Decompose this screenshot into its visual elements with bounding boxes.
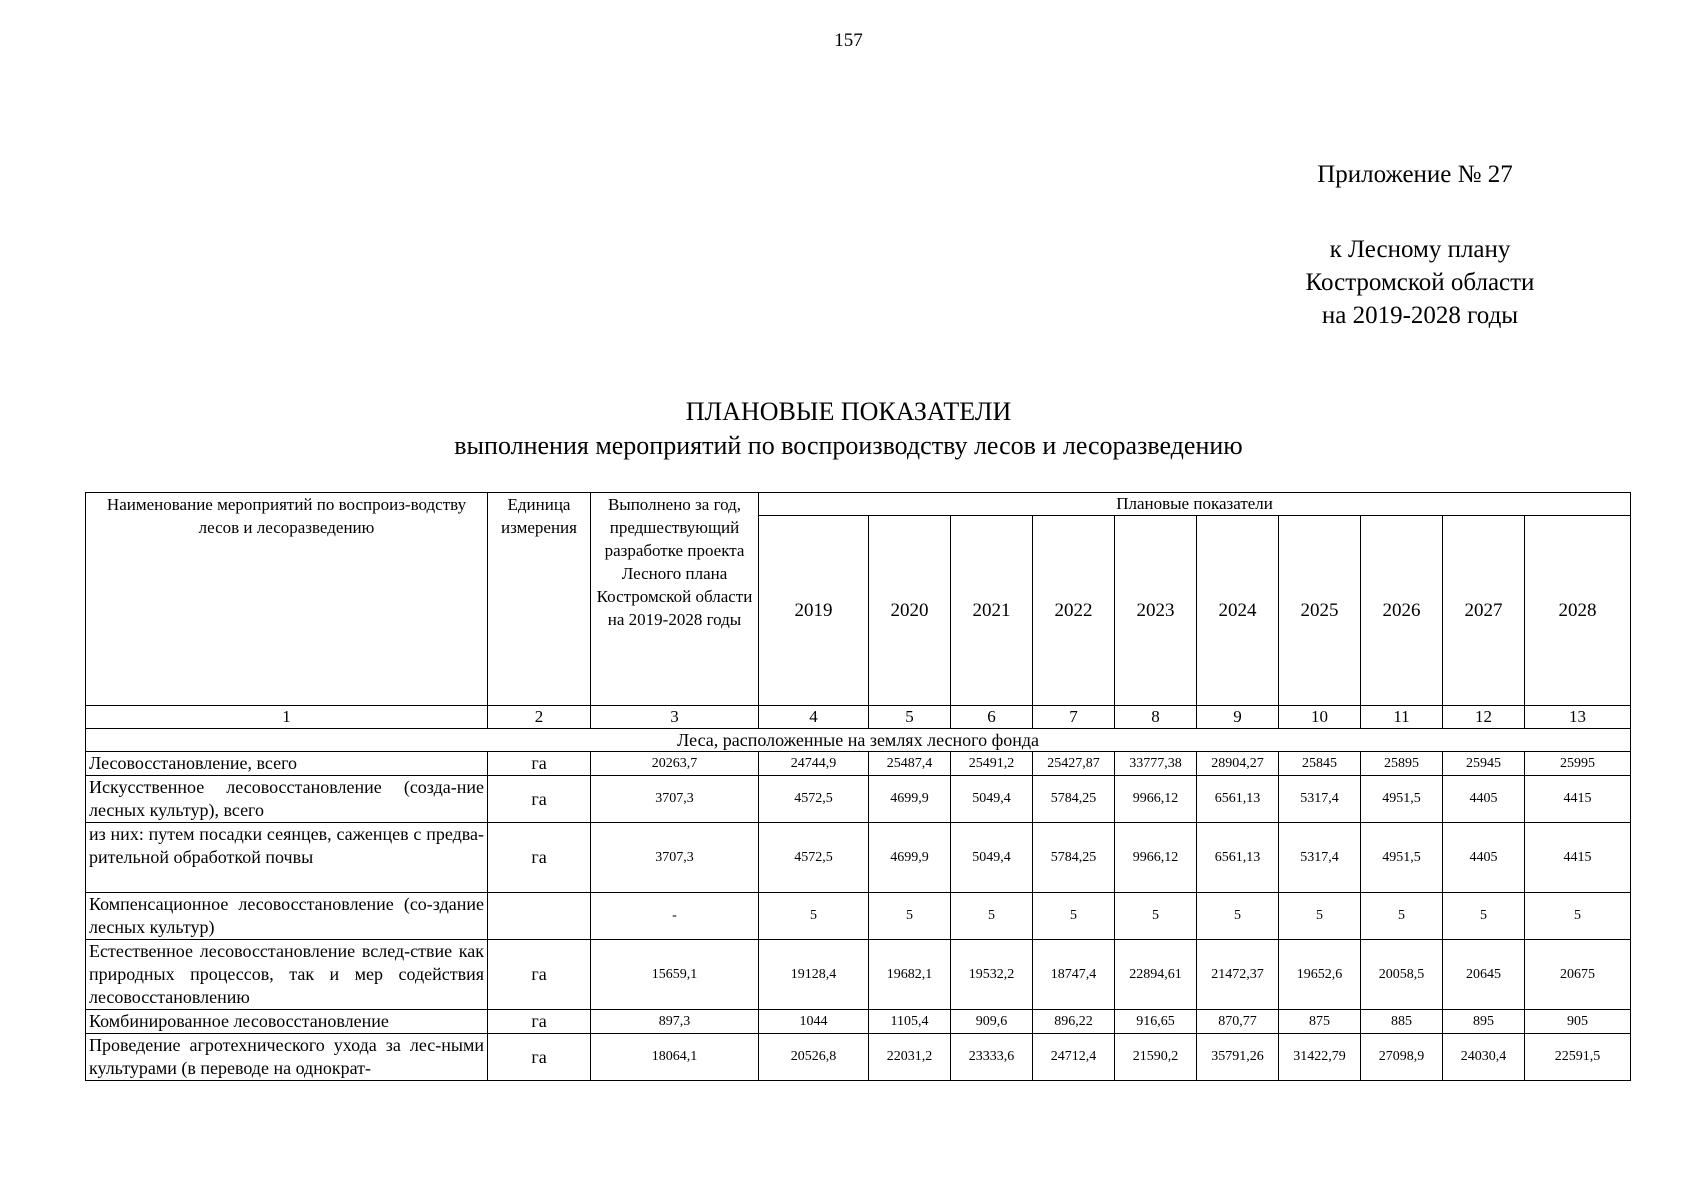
row-plan-value: 20645	[1443, 940, 1525, 1010]
table-row	[86, 1034, 1631, 1081]
plan-indicators-table	[85, 492, 1631, 1081]
row-plan-value: 9966,12	[1115, 823, 1197, 893]
row-plan-value: 19652,6	[1279, 940, 1361, 1010]
row-done-value: -	[591, 893, 759, 940]
header-unit: Единица измерения	[488, 493, 591, 706]
row-plan-value: 5	[1525, 893, 1631, 940]
appendix-ref-line: к Лесному плану	[1329, 236, 1511, 263]
row-plan-value: 4415	[1525, 776, 1631, 823]
row-plan-value: 5049,4	[951, 776, 1033, 823]
row-name: Лесовосстановление, всего	[86, 752, 488, 776]
column-number: 11	[1361, 706, 1443, 729]
row-plan-value: 19532,2	[951, 940, 1033, 1010]
column-number: 6	[951, 706, 1033, 729]
header-year: 2022	[1033, 516, 1115, 706]
row-plan-value: 21472,37	[1197, 940, 1279, 1010]
header-year: 2027	[1443, 516, 1525, 706]
row-plan-value: 24712,4	[1033, 1034, 1115, 1081]
row-plan-value: 25487,4	[869, 752, 951, 776]
row-plan-value: 5	[1197, 893, 1279, 940]
row-plan-value: 5317,4	[1279, 823, 1361, 893]
row-name: из них: путем посадки сеянцев, саженцев с предва-рительной обработкой почвы	[86, 823, 488, 893]
table-row	[86, 752, 1631, 776]
row-plan-value: 25845	[1279, 752, 1361, 776]
row-plan-value: 870,77	[1197, 1010, 1279, 1034]
table-row	[86, 893, 1631, 940]
row-plan-value: 5	[951, 893, 1033, 940]
row-name: Компенсационное лесовосстановление (со-здание лесных культур)	[86, 893, 488, 940]
row-plan-value: 33777,38	[1115, 752, 1197, 776]
row-plan-value: 4699,9	[869, 776, 951, 823]
row-name: Естественное лесовосстановление вслед-ствие как природных процессов, так и мер содействия лесовосстановлению	[86, 940, 488, 1010]
row-unit: га	[488, 1034, 591, 1081]
appendix-ref-line: на 2019-2028 годы	[1321, 302, 1519, 329]
column-number: 5	[869, 706, 951, 729]
row-plan-value: 4951,5	[1361, 823, 1443, 893]
row-plan-value: 5	[869, 893, 951, 940]
section-row	[86, 729, 1631, 752]
row-plan-value: 5784,25	[1033, 823, 1115, 893]
row-plan-value: 24744,9	[759, 752, 869, 776]
header-year: 2023	[1115, 516, 1197, 706]
row-plan-value: 25895	[1361, 752, 1443, 776]
header-year: 2019	[759, 516, 869, 706]
section-title: Леса, расположенные на землях лесного фонда	[86, 729, 1631, 752]
row-plan-value: 6561,13	[1197, 823, 1279, 893]
row-plan-value: 27098,9	[1361, 1034, 1443, 1081]
row-plan-value: 35791,26	[1197, 1034, 1279, 1081]
page-number: 157	[834, 30, 863, 51]
row-done-value: 897,3	[591, 1010, 759, 1034]
row-plan-value: 25945	[1443, 752, 1525, 776]
row-plan-value: 896,22	[1033, 1010, 1115, 1034]
row-done-value: 18064,1	[591, 1034, 759, 1081]
row-plan-value: 4405	[1443, 823, 1525, 893]
row-plan-value: 5317,4	[1279, 776, 1361, 823]
row-plan-value: 22031,2	[869, 1034, 951, 1081]
column-number: 2	[488, 706, 591, 729]
row-plan-value: 5	[759, 893, 869, 940]
row-plan-value: 20058,5	[1361, 940, 1443, 1010]
row-plan-value: 4699,9	[869, 823, 951, 893]
row-plan-value: 9966,12	[1115, 776, 1197, 823]
row-plan-value: 23333,6	[951, 1034, 1033, 1081]
column-number: 1	[86, 706, 488, 729]
column-number: 13	[1525, 706, 1631, 729]
document-title	[0, 395, 1697, 463]
column-number: 10	[1279, 706, 1361, 729]
row-plan-value: 28904,27	[1197, 752, 1279, 776]
row-name: Искусственное лесовосстановление (созда-ние лесных культур), всего	[86, 776, 488, 823]
row-plan-value: 5	[1443, 893, 1525, 940]
row-done-value: 20263,7	[591, 752, 759, 776]
row-plan-value: 4405	[1443, 776, 1525, 823]
row-plan-value: 5	[1115, 893, 1197, 940]
column-number: 8	[1115, 706, 1197, 729]
row-plan-value: 4572,5	[759, 823, 869, 893]
row-plan-value: 5	[1361, 893, 1443, 940]
row-plan-value: 19128,4	[759, 940, 869, 1010]
header-done: Выполнено за год, предшествующий разработке проекта Лесного плана Костромской области на 2019-2028 годы	[591, 493, 759, 706]
row-plan-value: 22591,5	[1525, 1034, 1631, 1081]
row-plan-value: 24030,4	[1443, 1034, 1525, 1081]
row-plan-value: 916,65	[1115, 1010, 1197, 1034]
table-header-row	[86, 493, 1631, 516]
row-plan-value: 25427,87	[1033, 752, 1115, 776]
row-plan-value: 21590,2	[1115, 1034, 1197, 1081]
row-plan-value: 22894,61	[1115, 940, 1197, 1010]
column-number-row	[86, 706, 1631, 729]
row-done-value: 3707,3	[591, 823, 759, 893]
row-plan-value: 885	[1361, 1010, 1443, 1034]
row-name: Проведение агротехнического ухода за лес-ными культурами (в переводе на однократ-	[86, 1034, 488, 1081]
column-number: 9	[1197, 706, 1279, 729]
row-plan-value: 4951,5	[1361, 776, 1443, 823]
row-plan-value: 19682,1	[869, 940, 951, 1010]
header-year: 2025	[1279, 516, 1361, 706]
row-plan-value: 5	[1033, 893, 1115, 940]
row-plan-value: 20675	[1525, 940, 1631, 1010]
appendix-reference	[1260, 233, 1580, 332]
row-plan-value: 895	[1443, 1010, 1525, 1034]
header-year: 2024	[1197, 516, 1279, 706]
column-number: 3	[591, 706, 759, 729]
column-number: 12	[1443, 706, 1525, 729]
row-unit: га	[488, 823, 591, 893]
column-number: 7	[1033, 706, 1115, 729]
table-row	[86, 776, 1631, 823]
row-plan-value: 25995	[1525, 752, 1631, 776]
title-main: ПЛАНОВЫЕ ПОКАЗАТЕЛИ	[685, 397, 1012, 426]
row-plan-value: 18747,4	[1033, 940, 1115, 1010]
row-plan-value: 20526,8	[759, 1034, 869, 1081]
header-year: 2026	[1361, 516, 1443, 706]
row-plan-value: 4572,5	[759, 776, 869, 823]
header-name: Наименование мероприятий по воспроиз-водству лесов и лесоразведению	[86, 493, 488, 706]
row-plan-value: 875	[1279, 1010, 1361, 1034]
row-plan-value: 6561,13	[1197, 776, 1279, 823]
column-number: 4	[759, 706, 869, 729]
row-plan-value: 31422,79	[1279, 1034, 1361, 1081]
row-done-value: 3707,3	[591, 776, 759, 823]
header-year: 2028	[1525, 516, 1631, 706]
table-row	[86, 823, 1631, 893]
row-unit: га	[488, 752, 591, 776]
row-plan-value: 5	[1279, 893, 1361, 940]
header-planned: Плановые показатели	[759, 493, 1631, 516]
row-done-value: 15659,1	[591, 940, 759, 1010]
header-year: 2021	[951, 516, 1033, 706]
row-unit: га	[488, 1010, 591, 1034]
row-plan-value: 5049,4	[951, 823, 1033, 893]
row-plan-value: 1105,4	[869, 1010, 951, 1034]
row-plan-value: 909,6	[951, 1010, 1033, 1034]
table-row	[86, 940, 1631, 1010]
row-unit	[488, 893, 591, 940]
row-unit: га	[488, 776, 591, 823]
row-name: Комбинированное лесовосстановление	[86, 1010, 488, 1034]
appendix-ref-line: Костромской области	[1305, 269, 1535, 296]
table-row	[86, 1010, 1631, 1034]
row-plan-value: 905	[1525, 1010, 1631, 1034]
appendix-number: Приложение № 27	[1317, 161, 1513, 188]
row-unit: га	[488, 940, 591, 1010]
row-plan-value: 1044	[759, 1010, 869, 1034]
title-subtitle: выполнения мероприятий по воспроизводству лесов и лесоразведению	[454, 431, 1243, 460]
row-plan-value: 4415	[1525, 823, 1631, 893]
header-year: 2020	[869, 516, 951, 706]
row-plan-value: 5784,25	[1033, 776, 1115, 823]
row-plan-value: 25491,2	[951, 752, 1033, 776]
